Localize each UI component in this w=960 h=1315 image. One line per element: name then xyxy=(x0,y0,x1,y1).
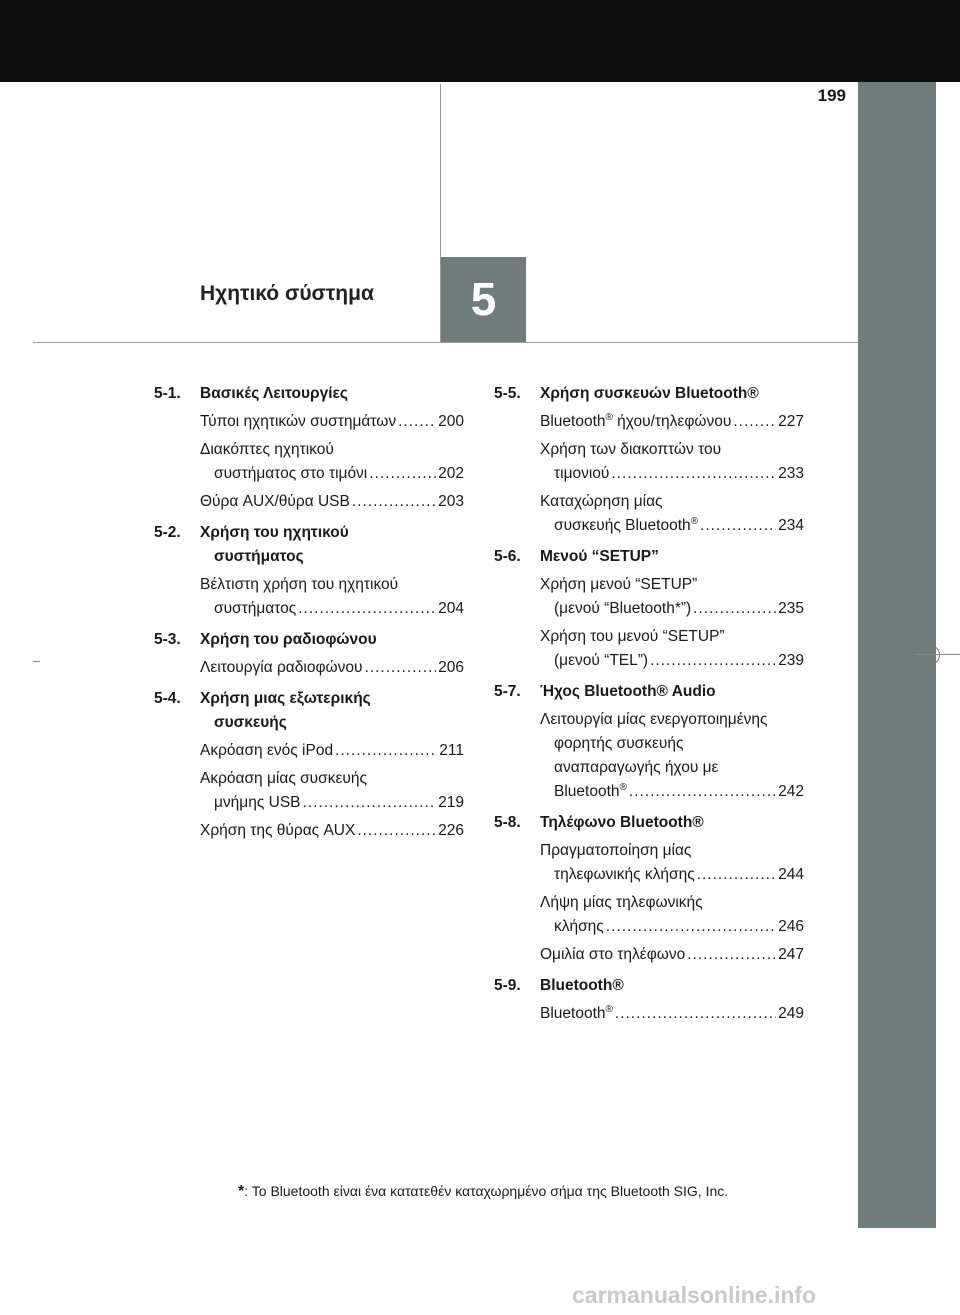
toc-entry-text: συστήματος xyxy=(214,600,297,617)
section-heading[interactable] xyxy=(494,545,804,569)
toc-entry-text: φορητής συσκευής xyxy=(554,735,684,752)
toc-page-number: 219 xyxy=(438,794,464,811)
toc-entry-line xyxy=(540,1002,804,1026)
toc-entry-text: Καταχώρηση μίας xyxy=(540,493,663,510)
toc-entry-text: Χρήση της θύρας AUX xyxy=(200,822,356,839)
dot-leader xyxy=(615,1002,776,1026)
dot-leader xyxy=(606,915,776,939)
toc-page-number: 203 xyxy=(438,493,464,510)
toc-page-number: 204 xyxy=(438,600,464,617)
dot-leader xyxy=(733,410,776,434)
toc-entry-line xyxy=(540,943,804,967)
toc-entry-text: Λειτουργία ραδιοφώνου xyxy=(200,659,363,676)
dot-leader xyxy=(693,597,776,621)
dot-leader xyxy=(364,656,436,680)
section-heading[interactable] xyxy=(154,521,464,569)
toc-entry[interactable] xyxy=(200,573,464,621)
section-title xyxy=(540,811,804,835)
dot-leader xyxy=(611,462,776,486)
toc-entry-text: Bluetooth® xyxy=(554,781,627,800)
toc-entry[interactable] xyxy=(540,839,804,887)
toc-entry[interactable] xyxy=(200,767,464,815)
section-title xyxy=(540,382,804,406)
footnote xyxy=(238,1183,808,1201)
section-title-line: Χρήση του ραδιοφώνου xyxy=(200,631,377,648)
toc-left-column xyxy=(154,382,464,843)
toc-entry-text: τηλεφωνικής κλήσης xyxy=(554,866,695,883)
toc-entry-text: Ακρόαση μίας συσκευής xyxy=(200,770,367,787)
toc-page-number: 246 xyxy=(778,918,804,935)
section-title xyxy=(200,628,464,652)
toc-entry-line xyxy=(540,438,804,462)
section-number: 5-9. xyxy=(494,977,521,994)
section-title xyxy=(200,382,464,406)
dot-leader xyxy=(298,597,436,621)
section-number: 5-6. xyxy=(494,548,521,565)
page-number: 199 xyxy=(817,86,846,105)
toc-entry-line xyxy=(540,891,804,915)
section-heading[interactable] xyxy=(154,687,464,735)
toc-entry-text: Λειτουργία μίας ενεργοποιημένης xyxy=(540,711,768,728)
toc-entry-line xyxy=(200,573,464,597)
dot-leader xyxy=(335,739,437,763)
toc-page-number: 239 xyxy=(778,652,804,669)
toc-entry[interactable] xyxy=(540,438,804,486)
chapter-number-box: 5 xyxy=(441,257,526,342)
toc-entry-text: Πραγματοποίηση μίας xyxy=(540,842,692,859)
toc-page-number: 244 xyxy=(778,866,804,883)
dot-leader xyxy=(398,410,436,434)
section-title-line: Ήχος Bluetooth® Audio xyxy=(540,683,716,700)
toc-entry-line xyxy=(540,514,804,538)
toc-entry-text: μνήμης USB xyxy=(214,794,301,811)
toc-entry-line xyxy=(200,462,464,486)
toc-page-number: 235 xyxy=(778,600,804,617)
toc-page-number: 234 xyxy=(778,517,804,534)
section-number: 5-2. xyxy=(154,524,181,541)
toc-entry-text: Θύρα AUX/θύρα USB xyxy=(200,493,350,510)
toc-entry-line xyxy=(200,791,464,815)
section-title xyxy=(200,521,464,569)
dot-leader xyxy=(303,791,437,815)
toc-page-number: 247 xyxy=(778,946,804,963)
section-title-line: Χρήση του ηχητικού xyxy=(200,524,349,541)
toc-entry-text: Ακρόαση ενός iPod xyxy=(200,742,334,759)
toc-entry-text: συστήματος στο τιμόνι xyxy=(214,465,368,482)
section-title-line: Χρήση μιας εξωτερικής xyxy=(200,690,371,707)
section-title-line: Μενού “SETUP” xyxy=(540,548,659,565)
toc-entry-text: κλήσης xyxy=(554,918,604,935)
toc-entry[interactable] xyxy=(200,438,464,486)
chapter-title: Ηχητικό σύστημα xyxy=(200,282,374,305)
toc-page-number: 242 xyxy=(778,783,804,800)
toc-entry-text: Bluetooth® ήχου/τηλεφώνου xyxy=(540,411,732,430)
toc-entry-line xyxy=(200,410,464,434)
toc-entry[interactable] xyxy=(200,739,464,763)
toc-entry[interactable] xyxy=(540,490,804,538)
toc-page-number: 211 xyxy=(439,742,464,759)
toc-page-number: 206 xyxy=(438,659,464,676)
dot-leader xyxy=(650,649,776,673)
toc-page-number: 233 xyxy=(778,465,804,482)
section-title-line: συσκευής xyxy=(214,714,287,731)
toc-page-number: 202 xyxy=(438,465,464,482)
toc-entry[interactable] xyxy=(540,573,804,621)
section-title-line: συστήματος xyxy=(214,548,304,565)
toc-entry-line xyxy=(200,739,464,763)
section-title-line: Χρήση συσκευών Bluetooth® xyxy=(540,385,759,402)
toc-entry-text: Διακόπτες ηχητικού xyxy=(200,441,334,458)
section-heading[interactable] xyxy=(494,811,804,835)
toc-entry-text: Βέλτιστη χρήση του ηχητικού xyxy=(200,576,399,593)
toc-entry-line xyxy=(200,490,464,514)
toc-page-number: 249 xyxy=(778,1005,804,1022)
toc-entry[interactable] xyxy=(200,656,464,680)
dot-leader xyxy=(369,462,436,486)
footnote-text: : Το Bluetooth είναι ένα κατατεθέν καταχωρημένο σήμα της Bluetooth SIG, Inc. xyxy=(244,1183,729,1199)
toc-entry[interactable] xyxy=(540,708,804,804)
toc-entry-text: (μενού “TEL”) xyxy=(554,652,649,669)
toc-entry[interactable] xyxy=(540,943,804,967)
section-title xyxy=(200,687,464,735)
dot-leader xyxy=(687,943,776,967)
section-number: 5-3. xyxy=(154,631,181,648)
toc-page-number: 200 xyxy=(438,413,464,430)
toc-entry-text: (μενού “Bluetooth*”) xyxy=(554,600,692,617)
section-title xyxy=(540,974,804,998)
toc-entry[interactable] xyxy=(540,410,804,434)
toc-entry-text: τιμονιού xyxy=(554,465,610,482)
toc-entry-line xyxy=(540,708,804,732)
toc-entry[interactable] xyxy=(200,819,464,843)
section-heading[interactable] xyxy=(494,680,804,704)
toc-entry-line xyxy=(540,490,804,514)
registration-mark xyxy=(920,645,940,665)
section-title xyxy=(540,680,804,704)
section-number: 5-7. xyxy=(494,683,521,700)
toc-entry-line xyxy=(200,656,464,680)
top-black-bar xyxy=(0,0,960,82)
toc-entry-line xyxy=(540,410,804,434)
watermark: carmanualsonline.info xyxy=(572,1282,817,1308)
toc-entry-line xyxy=(540,462,804,486)
toc-page-number: 227 xyxy=(778,413,804,430)
section-number: 5-4. xyxy=(154,690,181,707)
registration-line xyxy=(915,654,960,655)
toc-entry-text: Χρήση των διακοπτών του xyxy=(540,441,722,458)
toc-entry-line xyxy=(540,649,804,673)
dot-leader xyxy=(700,514,776,538)
toc-entry-text: Χρήση μενού “SETUP” xyxy=(540,576,698,593)
toc-entry[interactable] xyxy=(200,410,464,434)
section-heading[interactable] xyxy=(494,974,804,998)
dot-leader xyxy=(352,490,436,514)
toc-entry[interactable] xyxy=(540,625,804,673)
toc-right-column xyxy=(494,382,804,1026)
horizontal-divider xyxy=(33,342,858,343)
section-heading[interactable] xyxy=(154,628,464,652)
crop-mark-left xyxy=(33,661,40,662)
section-number: 5-1. xyxy=(154,385,181,402)
dot-leader xyxy=(697,863,776,887)
toc-entry-line xyxy=(200,767,464,791)
toc-entry-line xyxy=(200,438,464,462)
section-title-line: Τηλέφωνο Bluetooth® xyxy=(540,814,704,831)
section-number: 5-8. xyxy=(494,814,521,831)
toc-entry-text: Τύποι ηχητικών συστημάτων xyxy=(200,413,397,430)
toc-entry-text: Bluetooth® xyxy=(540,1003,613,1022)
toc-entry-line xyxy=(200,819,464,843)
toc-entry-line xyxy=(540,839,804,863)
toc-entry[interactable] xyxy=(200,490,464,514)
footnote-marker: * xyxy=(238,1183,245,1200)
toc-entry[interactable] xyxy=(540,891,804,939)
toc-entry-line xyxy=(540,573,804,597)
toc-page-number: 226 xyxy=(438,822,464,839)
toc-entry-text: Ομιλία στο τηλέφωνο xyxy=(540,946,686,963)
toc-entry-line xyxy=(540,915,804,939)
toc-entry-line xyxy=(540,863,804,887)
toc-entry-line xyxy=(540,597,804,621)
toc-entry-text: συσκευής Bluetooth® xyxy=(554,515,699,534)
toc-entry-line xyxy=(540,780,804,804)
section-title xyxy=(540,545,804,569)
toc-entry-line xyxy=(540,756,804,780)
section-title-line: Bluetooth® xyxy=(540,977,624,994)
toc-entry-line xyxy=(540,625,804,649)
section-heading[interactable] xyxy=(494,382,804,406)
dot-leader xyxy=(629,780,776,804)
section-title-line: Βασικές Λειτουργίες xyxy=(200,385,348,402)
toc-entry-line xyxy=(540,732,804,756)
toc-entry-text: αναπαραγωγής ήχου με xyxy=(554,759,719,776)
toc-entry-line xyxy=(200,597,464,621)
toc-entry[interactable] xyxy=(540,1002,804,1026)
toc-entry-text: Λήψη μίας τηλεφωνικής xyxy=(540,894,703,911)
section-heading[interactable] xyxy=(154,382,464,406)
dot-leader xyxy=(357,819,436,843)
section-number: 5-5. xyxy=(494,385,521,402)
toc-entry-text: Χρήση του μενού “SETUP” xyxy=(540,628,725,645)
